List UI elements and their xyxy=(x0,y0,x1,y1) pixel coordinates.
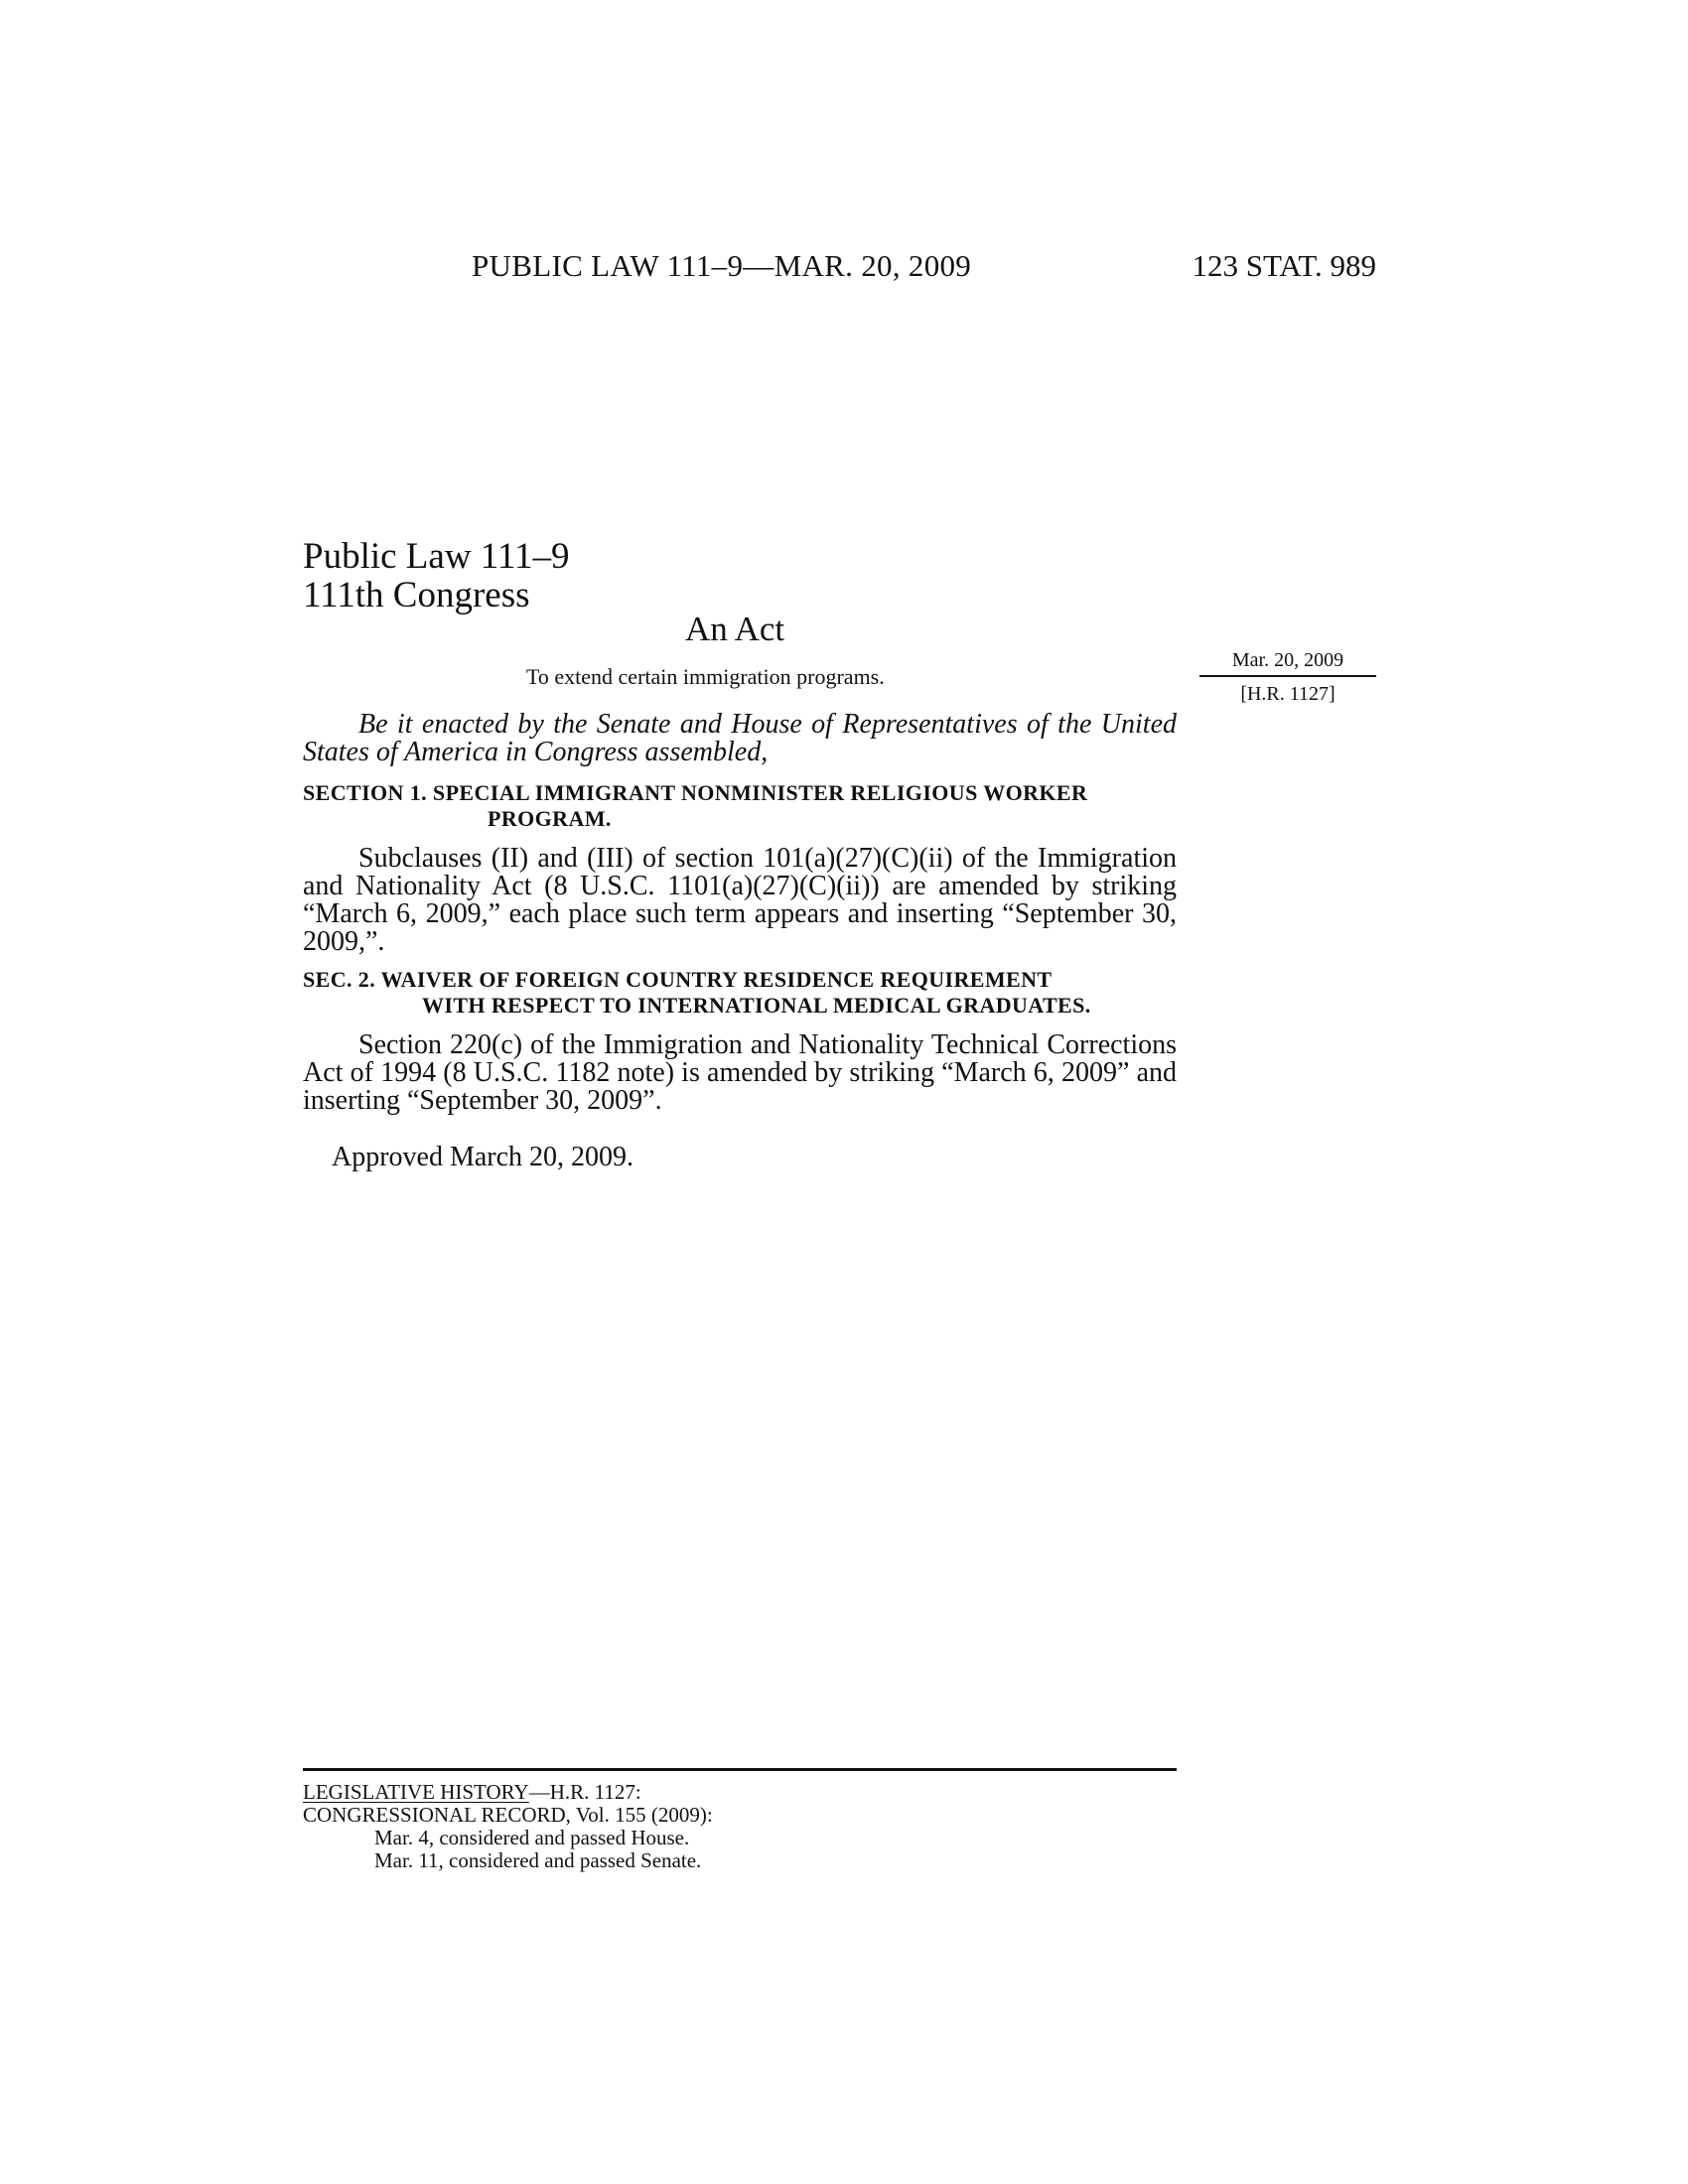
running-head-left: PUBLIC LAW 111–9—MAR. 20, 2009 xyxy=(472,248,972,283)
margin-note-date: Mar. 20, 2009 xyxy=(1199,649,1376,677)
legislative-history-title: LEGISLATIVE HISTORY xyxy=(303,1780,529,1804)
section-2-heading-line2: WITH RESPECT TO INTERNATIONAL MEDICAL GRADUATES. xyxy=(422,993,1091,1018)
margin-note-bill: [H.R. 1127] xyxy=(1240,683,1336,705)
legislative-history xyxy=(303,1781,713,1872)
section-2-heading-line1: SEC. 2. WAIVER OF FOREIGN COUNTRY RESIDENCE REQUIREMENT xyxy=(303,967,1053,992)
margin-note xyxy=(1199,649,1376,706)
legislative-history-heading xyxy=(303,1781,713,1804)
enacting-clause: Be it enacted by the Senate and House of Representatives of the United States of America in Congress assembled, xyxy=(303,709,1177,767)
history-entry: Mar. 11, considered and passed Senate. xyxy=(374,1848,702,1872)
section-1-text: Subclauses (II) and (III) of section 101(a)(27)(C)(ii) of the Immigration and Nationality Act (8 U.S.C. 1101(a)(27)(C)(ii)) are amended by striking “March 6, 2009,” each place such term appears and inserting “September 30, 2009,”. xyxy=(303,843,1177,957)
section-1-heading-line1: SECTION 1. SPECIAL IMMIGRANT NONMINISTER RELIGIOUS WORKER xyxy=(303,780,1088,805)
footnote-divider xyxy=(303,1768,1177,1771)
public-law-number: Public Law 111–9 xyxy=(303,536,570,577)
long-title: To extend certain immigration programs. xyxy=(526,664,885,689)
section-2-text: Section 220(c) of the Immigration and Nationality Technical Corrections Act of 1994 (8 U.S.C. 1182 note) is amended by striking “March 6, 2009” and inserting “September 30, 2009”. xyxy=(303,1029,1177,1116)
law-identification xyxy=(303,537,570,614)
congressional-record: CONGRESSIONAL RECORD, Vol. 155 (2009): xyxy=(303,1803,713,1827)
section-1-heading xyxy=(303,780,1177,832)
section-1-heading-line2: PROGRAM. xyxy=(488,806,612,831)
congress-number: 111th Congress xyxy=(303,575,530,615)
section-2-heading xyxy=(303,967,1177,1019)
history-entry: Mar. 4, considered and passed House. xyxy=(374,1826,690,1849)
act-title: An Act xyxy=(685,610,785,648)
approval-line: Approved March 20, 2009. xyxy=(332,1142,634,1172)
statute-page-number: 123 STAT. 989 xyxy=(1192,248,1376,283)
legislative-history-bill: —H.R. 1127: xyxy=(528,1780,641,1804)
